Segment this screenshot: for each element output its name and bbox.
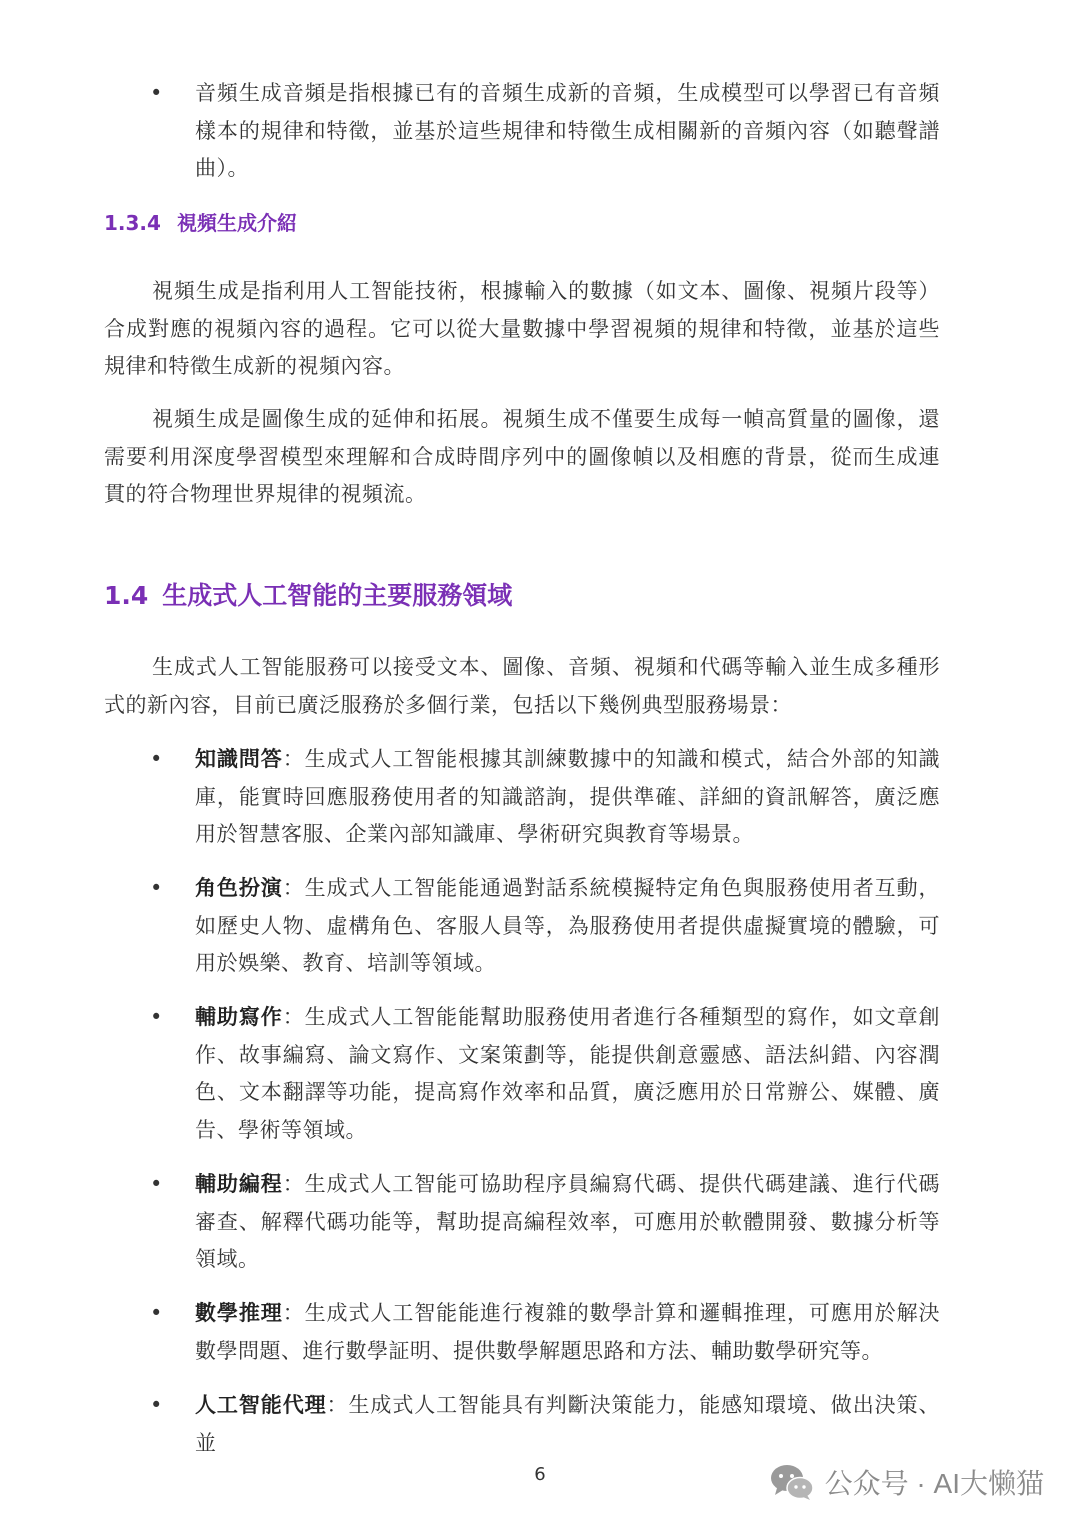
bullet-icon: • bbox=[150, 747, 163, 771]
bullet-icon: • bbox=[150, 81, 163, 105]
list-item-desc: ：生成式人工智能能通過對話系統模擬特定角色與服務使用者互動，如歷史人物、虛構角色、客服人員等，為服務使用者提供虛擬實境的體驗，可用於娛樂、教育、培訓等領域。 bbox=[195, 876, 941, 975]
bullet-icon: • bbox=[150, 1301, 163, 1325]
paragraph: 視頻生成是圖像生成的延伸和拓展。視頻生成不僅要生成每一幀高質量的圖像，還需要利用深度學習模型來理解和合成時間序列中的圖像幀以及相應的背景，從而生成連貫的符合物理世界規律的視頻流。 bbox=[104, 407, 940, 506]
section-number: 1.4 bbox=[104, 581, 149, 610]
bullet-icon: • bbox=[150, 1005, 163, 1029]
list-item bbox=[150, 1295, 940, 1370]
list-item-desc: ：生成式人工智能能進行複雜的數學計算和邏輯推理，可應用於解決數學問題、進行數學証明、提供數學解題思路和方法、輔助數學研究等。 bbox=[195, 1301, 941, 1363]
section-heading-1-4 bbox=[104, 578, 512, 614]
section-title: 視頻生成介紹 bbox=[176, 211, 297, 235]
list-item bbox=[150, 741, 940, 854]
wechat-icon bbox=[769, 1462, 815, 1502]
list-item bbox=[150, 1387, 940, 1462]
list-item bbox=[150, 999, 940, 1149]
list-item-term: 角色扮演 bbox=[195, 876, 283, 900]
list-item-term: 輔助編程 bbox=[195, 1172, 283, 1196]
list-item-desc: ：生成式人工智能可協助程序員編寫代碼、提供代碼建議、進行代碼審查、解釋代碼功能等，幫助提高編程效率，可應用於軟體開發、數據分析等領域。 bbox=[195, 1172, 941, 1271]
list-item-desc: ：生成式人工智能能幫助服務使用者進行各種類型的寫作，如文章創作、故事編寫、論文寫作、文案策劃等，能提供創意靈感、語法糾錯、內容潤色、文本翻譯等功能，提高寫作效率和品質，廣泛應用於日常辦公、媒體、廣告、學術等領域。 bbox=[195, 1005, 941, 1142]
bullet-icon: • bbox=[150, 1393, 163, 1417]
list-item-term: 數學推理 bbox=[195, 1301, 283, 1325]
watermark bbox=[769, 1462, 1044, 1502]
page-number: 6 bbox=[534, 1464, 546, 1485]
list-item-desc: ：生成式人工智能根據其訓練數據中的知識和模式，結合外部的知識庫，能實時回應服務使用者的知識諮詢，提供準確、詳細的資訊解答，廣泛應用於智慧客服、企業內部知識庫、學術研究與教育等場景。 bbox=[195, 747, 941, 846]
bullet-icon: • bbox=[150, 1172, 163, 1196]
bullet-text: 音頻生成音頻是指根據已有的音頻生成新的音頻，生成模型可以學習已有音頻樣本的規律和特徵，並基於這些規律和特徵生成相關新的音頻內容（如聽聲譜曲）。 bbox=[195, 81, 940, 180]
watermark-text: 公众号 · AI大懒猫 bbox=[824, 1468, 1044, 1499]
list-item-term: 人工智能代理 bbox=[195, 1393, 327, 1417]
section-heading-1-3-4 bbox=[104, 208, 297, 238]
list-item bbox=[150, 870, 940, 983]
section-title: 生成式人工智能的主要服務領域 bbox=[162, 581, 513, 610]
paragraph: 視頻生成是指利用人工智能技術，根據輸入的數據（如文本、圖像、視頻片段等）合成對應的視頻內容的過程。它可以從大量數據中學習視頻的規律和特徵，並基於這些規律和特徵生成新的視頻內容。 bbox=[104, 279, 940, 378]
list-item bbox=[150, 75, 940, 188]
list-item-desc: ：生成式人工智能具有判斷決策能力，能感知環境、做出決策、並 bbox=[195, 1393, 940, 1455]
bullet-icon: • bbox=[150, 876, 163, 900]
section-number: 1.3.4 bbox=[104, 211, 161, 235]
list-item-term: 知識問答 bbox=[195, 747, 283, 771]
paragraph: 生成式人工智能服務可以接受文本、圖像、音頻、視頻和代碼等輸入並生成多種形式的新內容，目前已廣泛服務於多個行業，包括以下幾例典型服務場景： bbox=[104, 655, 940, 717]
list-item bbox=[150, 1166, 940, 1279]
list-item-term: 輔助寫作 bbox=[195, 1005, 283, 1029]
